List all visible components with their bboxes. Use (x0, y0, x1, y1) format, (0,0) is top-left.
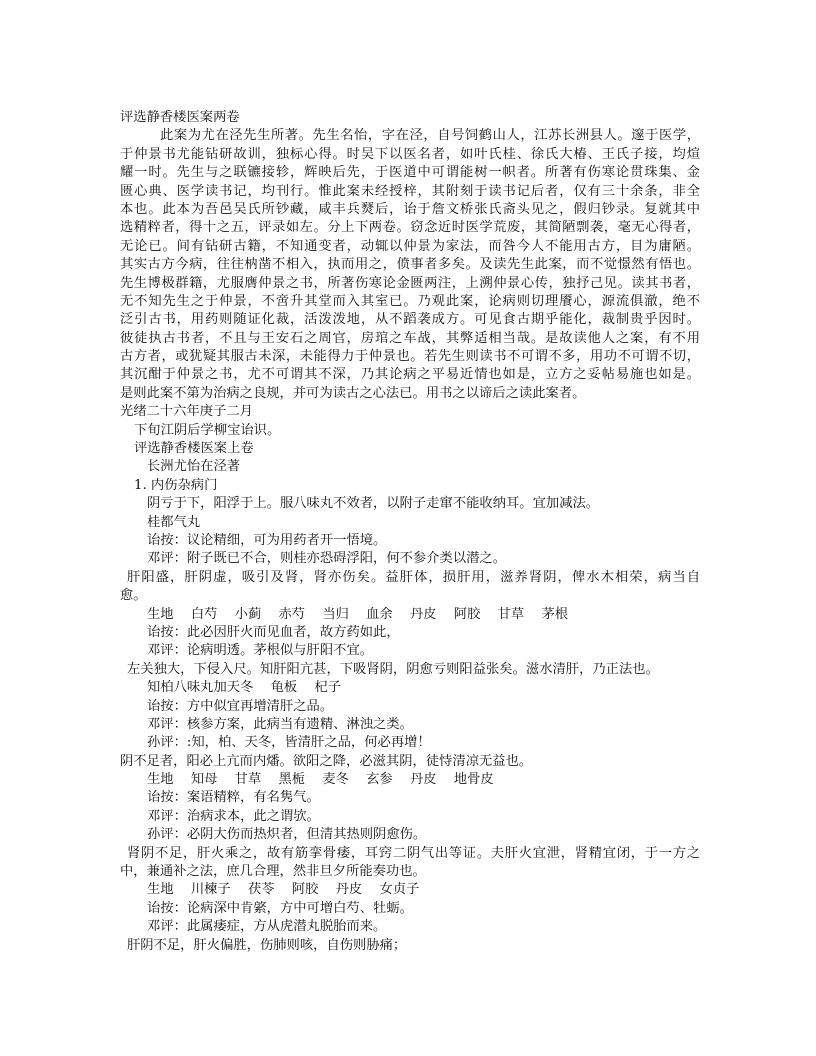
volume-author: 长洲尤怡在泾著 (147, 459, 241, 475)
herb: 小蓟 (234, 606, 262, 622)
commentary: 邓评：核参方案，此病当有遗精、淋浊之类。 (147, 716, 413, 732)
herb: 甘草 (497, 606, 525, 622)
case-text: 肝阳盛，肝阴虚，吸引及肾，肾亦伤矣。益肝体，损肝用，滋养肾阴，俾水木相荣，病当自 (127, 569, 700, 585)
herb: 丹皮 (409, 606, 437, 622)
herb-list (120, 679, 700, 697)
case-text: 愈。 (120, 588, 147, 604)
herb-list (120, 881, 700, 899)
preface-line: 于仲景书尤能钻研故训，独标心得。时吴下以医名者，如叶氏桂、徐氏大椿、王氏子接，均煊 (120, 146, 700, 162)
herb: 玄参 (366, 772, 393, 788)
preface-line: 耀一时。先生与之联镳接轸，辉映后先，于医道中可谓能树一帜者。所著有伤寒论贯珠集、金 (120, 165, 700, 181)
case-text: 中，兼通补之法，庶几合理，然非旦夕所能奏功也。 (120, 864, 426, 880)
preface-signature: 下旬江阴后学柳宝诒识。 (134, 422, 281, 438)
case-text: 左关独大，下侵入尺。知肝阳亢甚，下吸肾阴，阴愈亏则阳益张矣。滋水清肝，乃正法也。 (127, 661, 659, 677)
preface-line: 泛引古书，用药则随证化裁，活泼泼地，从不蹈袭成方。可见食古期乎能化，裁制贵乎因时。 (120, 312, 700, 328)
herb-list (120, 771, 700, 789)
herb-list (120, 606, 700, 624)
herb: 地骨皮 (453, 772, 494, 788)
case-text: 肝阴不足，肝火偏胜，伤肺则咳，自伤则胁痛； (127, 937, 407, 953)
herb: 茅根 (541, 606, 569, 622)
herb: 茯苓 (247, 882, 275, 898)
preface-line: 无不知先生之于仲景，不啻升其堂而入其室已。乃观此案，论病则切理餍心，源流俱澈，绝不 (120, 293, 700, 309)
herb: 阿胶 (453, 606, 481, 622)
case-text: 阴不足者，阳必上亢而内燔。欲阳之降，必滋其阴，徒恃清凉无益也。 (120, 753, 533, 769)
herb: 丹皮 (335, 882, 363, 898)
preface-line: 本也。此本为吾邑吴氏所钞藏，咸丰兵燹后，诒于詹文桥张氏斋头见之，假归钞录。复就其中 (120, 201, 700, 217)
commentary: 孙评：:知，柏、天冬，皆清肝之品，何必再增！ (147, 735, 431, 751)
herb: 杞子 (314, 680, 342, 696)
herb: 阿胶 (291, 882, 319, 898)
preface-line: 是则此案不第为治病之良规，并可为读古之心法已。用书之以谛后之读此案者。 (120, 385, 586, 401)
preface-date: 光绪二十六年庚子二月 (120, 404, 253, 420)
herb: 知母 (190, 772, 218, 788)
case-text: 肾阴不足，肝火乘之，故有筋挛骨痿，耳窍二阴气出等证。夫肝火宜泄，肾精宜闭，于一方之 (127, 845, 700, 861)
preface-line: 先生博极群籍，尤服膺仲景之书，所著伤寒论金匮两注，上溯仲景心传，独抒己见。读其书者， (120, 275, 700, 291)
herb: 白芍 (190, 606, 218, 622)
commentary: 诒按：案语精粹，有名隽气。 (147, 790, 320, 806)
herb: 麦冬 (322, 772, 349, 788)
herb: 生地 (147, 772, 174, 788)
herb: 赤芍 (278, 606, 306, 622)
case-text: 阴亏于下，阳浮于上。服八味丸不效者，以附子走窜不能收纳耳。宜加减法。 (147, 496, 600, 512)
herb: 知柏八味丸加天冬 (147, 680, 254, 696)
preface-line: 无论已。间有钻研古籍，不知通变者，动辄以仲景为家法，而咎今人不能用古方，目为庸陋。 (120, 238, 700, 254)
herb: 龟板 (270, 680, 298, 696)
commentary: 诒按：此必因肝火而见血者，故方药如此， (147, 624, 400, 640)
herb: 川楝子 (190, 882, 231, 898)
herb: 甘草 (234, 772, 262, 788)
commentary: 孙评：必阴大伤而热炽者，但清其热则阴愈伤。 (147, 827, 427, 843)
commentary: 诒按：议论精细，可为用药者开一悟境。 (147, 532, 387, 548)
commentary: 诒按：方中似宜再增清肝之品。 (147, 698, 334, 714)
commentary: 诒按：论病深中肯綮，方中可增白芍、牡蛎。 (147, 900, 413, 916)
herb: 生地 (147, 882, 174, 898)
commentary: 邓评：附子既已不合，则桂亦恐碍浮阳，何不参介类以潜之。 (147, 551, 507, 567)
section-heading: 1. 内伤杂病门 (134, 477, 218, 493)
commentary: 邓评：治病求本，此之谓欤。 (147, 808, 320, 824)
prescription: 桂都气丸 (147, 514, 201, 530)
preface-line: 其沉酣于仲景之书，尤不可谓其不深，乃其论病之平易近情也如是，立方之妥帖易施也如是。 (120, 367, 700, 383)
herb: 丹皮 (409, 772, 437, 788)
preface-line: 古方者，或犹疑其服古未深，未能得力于仲景也。若先生则读书不可谓不多，用功不可谓不切， (120, 349, 700, 365)
preface-line: 其实古方今病，往往枘凿不相入，执而用之，偾事者多矣。及读先生此案，而不觉憬然有悟也。 (120, 257, 700, 273)
herb: 黑栀 (278, 772, 306, 788)
volume-title: 评选静香楼医案上卷 (134, 441, 254, 457)
herb: 女贞子 (379, 882, 420, 898)
commentary: 邓评：此属痿症，方从虎潜丸脱胎而来。 (147, 919, 387, 935)
document-title: 评选静香楼医案两卷 (120, 110, 240, 125)
herb: 当归 (322, 606, 349, 622)
herb: 生地 (147, 606, 174, 622)
preface-line: 匮心典、医学读书记，均刊行。惟此案未经授梓，其附刻于读书记后者，仅有三十余条，非全 (120, 183, 700, 199)
herb: 血余 (366, 606, 393, 622)
preface-line: 彼徒执古书者，不且与王安石之周官，房琯之车战，其弊适相当哉。是故读他人之案，有不用 (120, 330, 700, 346)
document-page (120, 109, 700, 955)
commentary: 邓评：论病明透。茅根似与肝阳不宜。 (147, 643, 374, 659)
preface-line: 此案为尤在泾先生所著。先生名怡，字在泾，自号饲鹤山人，江苏长洲县人。邃于医学， (160, 128, 700, 144)
preface-line: 选精粹者，得十之五，评录如左。分上下两卷。窃念近时医学荒废，其简陋剽袭，毫无心得者， (120, 220, 700, 236)
